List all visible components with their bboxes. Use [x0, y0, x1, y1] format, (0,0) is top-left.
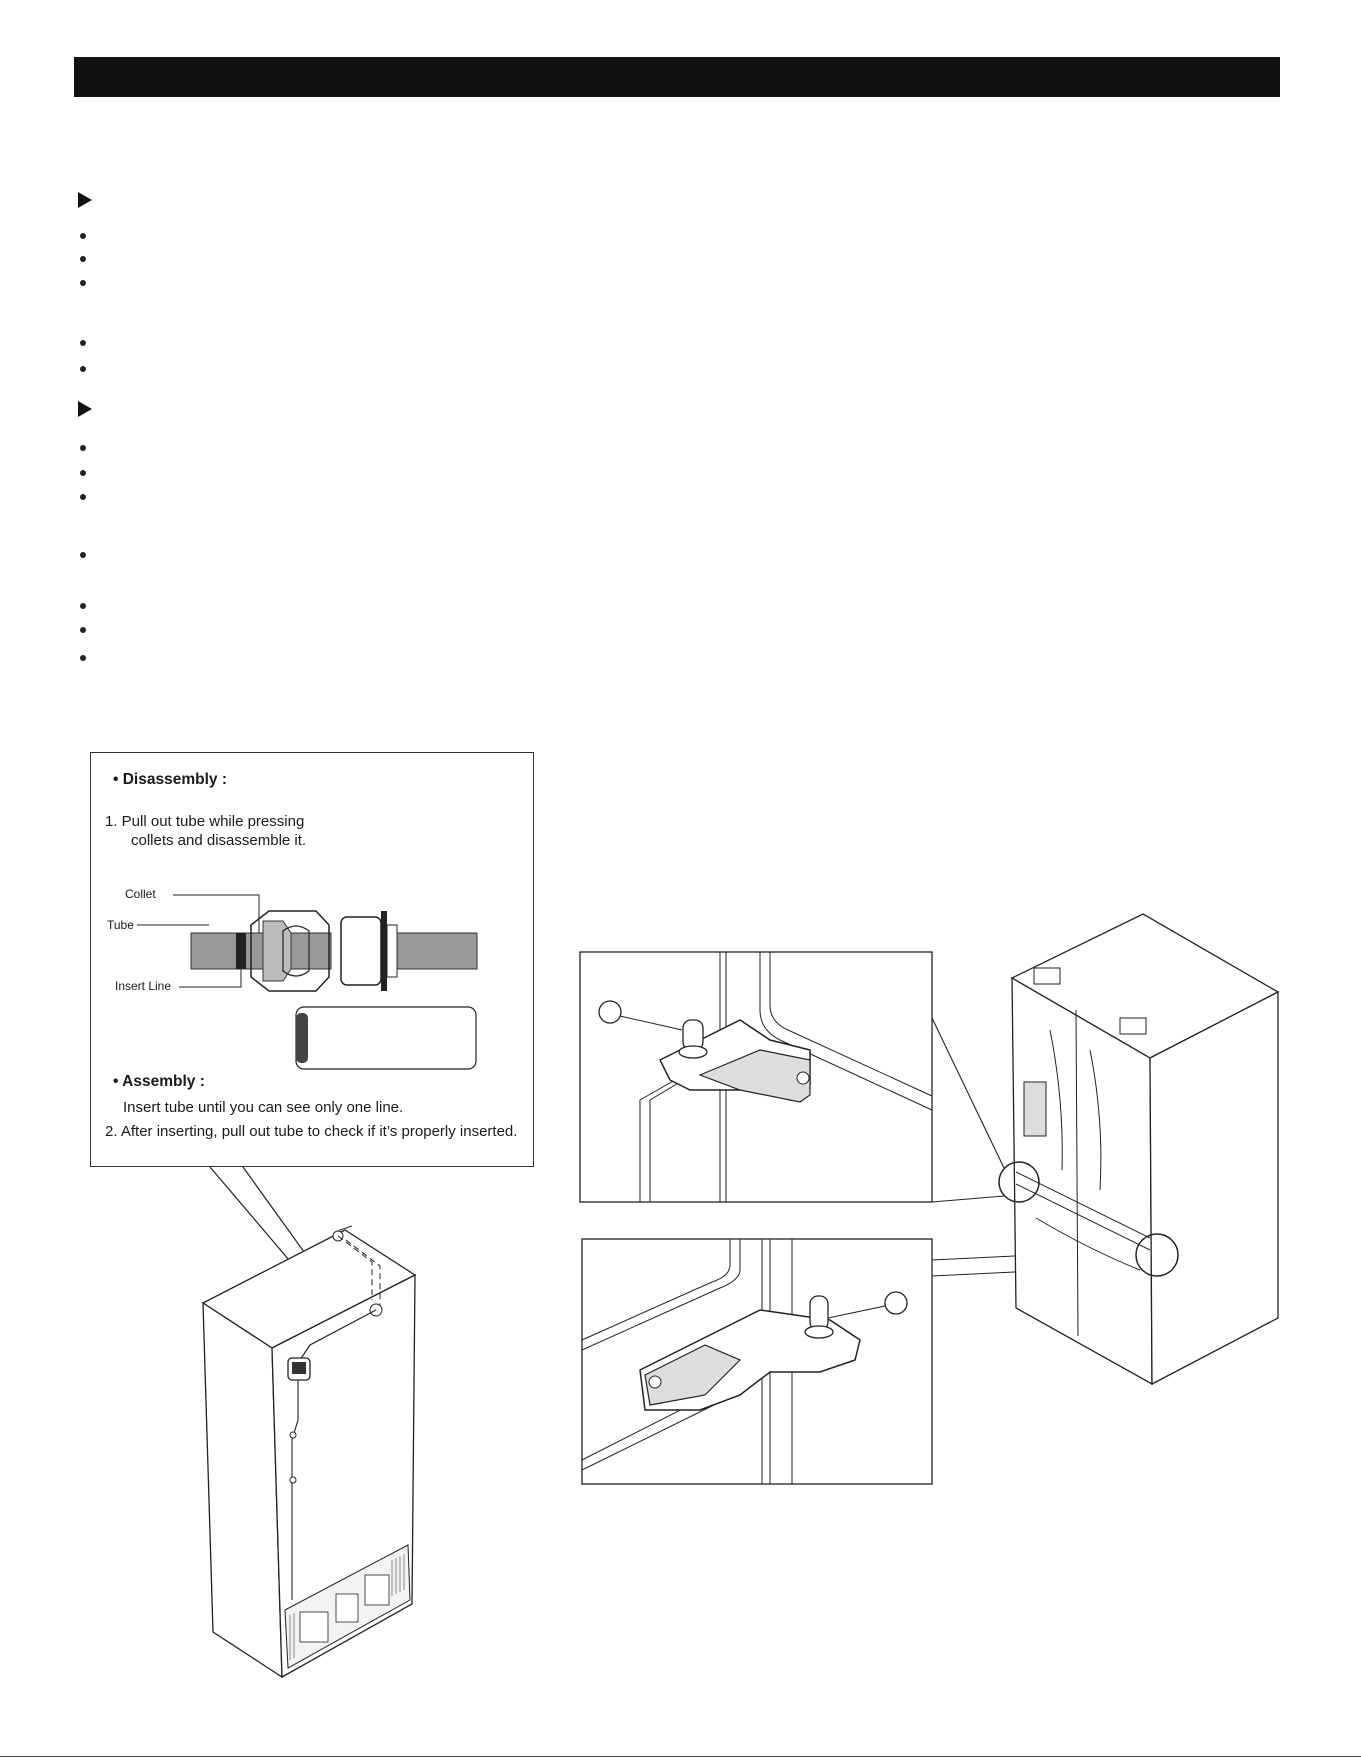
- label-tube: Tube: [107, 918, 134, 932]
- assembly-heading: • Assembly :: [113, 1073, 205, 1090]
- assembly-step-2: 2. After inserting, pull out tube to check if it’s properly inserted.: [105, 1123, 518, 1140]
- disassembly-heading: • Disassembly :: [113, 771, 227, 788]
- disassembly-step-1-cont: collets and disassemble it.: [131, 832, 307, 849]
- disassembly-step-1: 1. Pull out tube while pressing: [105, 813, 305, 830]
- page-footer-rule: [0, 1756, 1361, 1757]
- assembly-instruction: Insert tube until you can see only one line.: [123, 1099, 404, 1116]
- label-collet: Collet: [125, 887, 156, 901]
- label-insert-line: Insert Line: [115, 979, 172, 993]
